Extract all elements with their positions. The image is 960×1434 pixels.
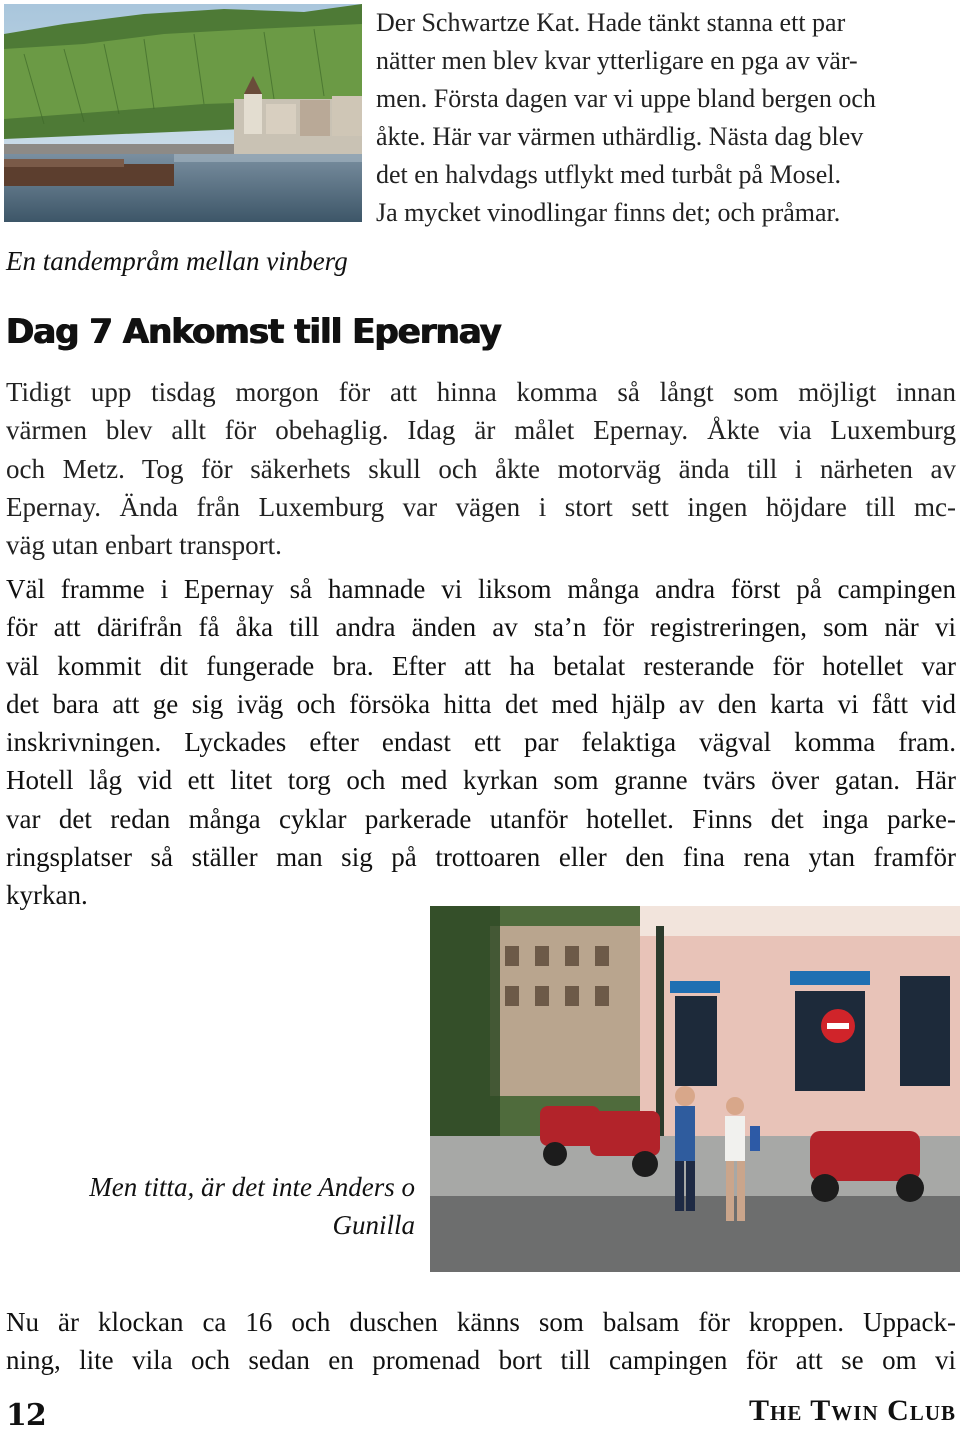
paragraph-line: Väl framme i Epernay så hamnade vi liksom många andra först på campingen xyxy=(6,574,956,604)
paragraph-line: det bara att ge sig iväg och försöka hitta det med hjälp av den karta vi fått vid xyxy=(6,688,956,719)
section-heading: Dag 7 Ankomst till Epernay xyxy=(6,312,501,352)
intro-line: åkte. Här var värmen uthärdlig. Nästa dag blev xyxy=(376,122,864,151)
paragraph-line: väg utan enbart transport. xyxy=(6,530,282,561)
river-village-illustration xyxy=(4,4,362,222)
paragraph-1 xyxy=(6,373,956,564)
paragraph-line: var det redan många cyklar parkerade utanför hotellet. Finns det inga parke- xyxy=(6,803,956,834)
paragraph-line: inskrivningen. Lyckades efter endast ett par felaktiga vägval komma fram. xyxy=(6,727,956,758)
paragraph-2 xyxy=(6,570,956,915)
intro-line: det en halvdags utflykt med turbåt på Mosel. xyxy=(376,160,842,189)
photo-caption-bottom xyxy=(30,1168,415,1244)
intro-paragraph xyxy=(376,4,956,232)
paragraph-line: väl kommit dit fungerade bra. Efter att ha betalat resterande för hotellet var xyxy=(6,650,956,681)
paragraph-line: Tidigt upp tisdag morgon för att hinna komma så långt som möjligt innan xyxy=(6,377,956,407)
club-name-footer: The Twin Club xyxy=(748,1394,956,1427)
paragraph-line: ringsplatser så ställer man sig på trottoaren eller den fina rena ytan framför xyxy=(6,842,956,873)
intro-line: Der Schwartze Kat. Hade tänkt stanna ett par xyxy=(376,8,846,37)
caption-line: Gunilla xyxy=(332,1210,415,1240)
photo-street-motorcycles xyxy=(430,906,960,1272)
caption-line: Men titta, är det inte Anders o xyxy=(89,1172,415,1202)
paragraph-line: Epernay. Ända från Luxemburg var vägen i stort sett ingen höjdare till mc- xyxy=(6,491,956,522)
intro-line: men. Första dagen var vi uppe bland bergen och xyxy=(376,84,876,113)
paragraph-3 xyxy=(6,1303,956,1380)
intro-line: nätter men blev kvar ytterligare en pga av vär- xyxy=(376,46,858,75)
paragraph-line: och Metz. Tog för säkerhets skull och åkte motorväg ända till i närheten av xyxy=(6,453,956,484)
page-number: 12 xyxy=(6,1398,46,1433)
intro-line: Ja mycket vinodlingar finns det; och pråmar. xyxy=(376,198,841,227)
paragraph-line: ning, lite vila och sedan en promenad bort till campingen för att se om vi xyxy=(6,1345,956,1376)
paragraph-line: Nu är klockan ca 16 och duschen känns som balsam för kroppen. Uppack- xyxy=(6,1307,956,1337)
paragraph-line: värmen blev allt för obehaglig. Idag är målet Epernay. Åkte via Luxemburg xyxy=(6,415,956,446)
photo-caption-top: En tandempråm mellan vinberg xyxy=(6,246,348,276)
paragraph-line: Hotell låg vid ett litet torg och med kyrkan som granne tvärs över gatan. Här xyxy=(6,765,956,796)
paragraph-line: för att därifrån få åka till andra änden av sta’n för registreringen, som när vi xyxy=(6,612,956,643)
paragraph-line: kyrkan. xyxy=(6,880,88,911)
street-motorcycles-illustration xyxy=(430,906,960,1272)
photo-river-village xyxy=(4,4,362,222)
